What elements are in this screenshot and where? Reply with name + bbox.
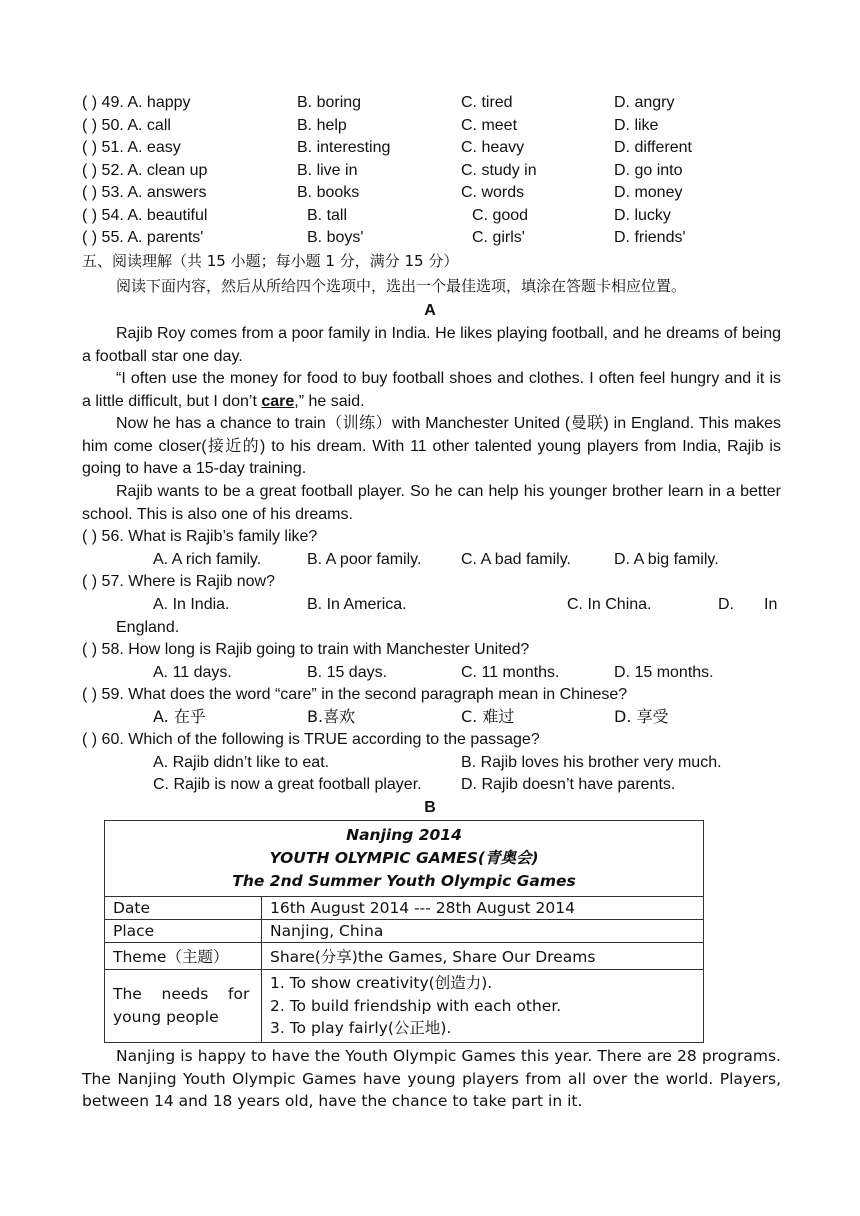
paragraph-text: Now he has a chance to train（训练）with Manchester United (曼联) in England. This makes him come closer(接近的) to his dream. With 11 other talented young players from India, Rajib is going to have a 15-day training. <box>82 415 781 478</box>
keyword-care: care <box>261 392 295 410</box>
choice-d-text-wrap: England. <box>116 619 180 636</box>
option-d: D. go into <box>614 162 683 179</box>
option-c: C. words <box>461 184 525 201</box>
option-row-54: ( ) 54. A. beautiful <box>82 207 208 224</box>
choice-a: A. 在乎 <box>153 707 206 726</box>
date-value: 16th August 2014 --- 28th August 2014 <box>262 897 704 920</box>
option-d: D. like <box>614 117 659 134</box>
needs-label-line-2: young people <box>113 1007 219 1026</box>
section-instruction: 阅读下面内容，然后从所给四个选项中，选出一个最佳选项，填涂在答题卡相应位置。 <box>116 277 687 295</box>
choice-b: B. In America. <box>307 596 407 613</box>
place-label: Place <box>105 920 262 943</box>
option-d: D. friends' <box>614 229 686 246</box>
option-c: C. study in <box>461 162 537 179</box>
table-row-theme <box>105 943 704 970</box>
table-title-line-2: YOUTH OLYMPIC GAMES(青奥会) <box>269 849 539 867</box>
table-row-place <box>105 920 704 943</box>
needs-list <box>262 970 704 1043</box>
paragraph-text: “I often use the money for food to buy football shoes and clothes. I often feel hungry and it is a little difficult, but I don’t <box>82 370 781 410</box>
choice-d: D. <box>718 596 734 613</box>
needs-label <box>105 970 262 1043</box>
option-d: D. money <box>614 184 683 201</box>
choice-b: B. A poor family. <box>307 551 422 568</box>
option-b: B. live in <box>297 162 358 179</box>
option-d: D. angry <box>614 94 675 111</box>
choice-d: D. 15 months. <box>614 664 714 681</box>
question-stem: ( ) 59. What does the word “care” in the second paragraph mean in Chinese? <box>82 686 628 703</box>
needs-label-line-1: The needs for <box>113 985 250 1004</box>
option-c: C. tired <box>461 94 513 111</box>
passage-b-label: B <box>424 799 436 816</box>
question-stem: ( ) 58. How long is Rajib going to train with Manchester United? <box>82 641 530 658</box>
option-b: B. books <box>297 184 360 201</box>
option-c: C. good <box>472 207 529 224</box>
theme-value: Share(分享)the Games, Share Our Dreams <box>262 943 704 970</box>
option-row-55: ( ) 55. A. parents' <box>82 229 204 246</box>
choice-a: A. 11 days. <box>153 664 232 681</box>
passage-a-paragraph-2 <box>82 368 781 413</box>
question-stem: ( ) 60. Which of the following is TRUE according to the passage? <box>82 731 540 748</box>
youth-olympic-table <box>104 820 704 1043</box>
paragraph-text: ,” he said. <box>294 392 365 410</box>
option-c: C. girls' <box>472 229 525 246</box>
choice-a: A. A rich family. <box>153 551 262 568</box>
list-item: 3. To play fairly(公正地). <box>270 1019 452 1037</box>
option-b: B. boys' <box>307 229 364 246</box>
option-b: B. interesting <box>297 139 391 156</box>
list-item: 2. To build friendship with each other. <box>270 996 562 1015</box>
table-title-line-1: Nanjing 2014 <box>346 826 462 844</box>
choice-d-text: In <box>764 596 778 613</box>
option-row-50: ( ) 50. A. call <box>82 117 171 134</box>
choice-d: D. A big family. <box>614 551 719 568</box>
option-row-51: ( ) 51. A. easy <box>82 139 181 156</box>
choice-b: B. 15 days. <box>307 664 388 681</box>
theme-label: Theme（主题） <box>105 943 262 970</box>
option-c: C. heavy <box>461 139 525 156</box>
table-title <box>105 821 704 897</box>
choice-d: D. Rajib doesn’t have parents. <box>461 776 676 793</box>
passage-a-paragraph-1 <box>82 323 781 368</box>
option-d: D. lucky <box>614 207 671 224</box>
date-label: Date <box>105 897 262 920</box>
choice-c: C. A bad family. <box>461 551 571 568</box>
choice-d: D. 享受 <box>614 707 669 726</box>
passage-a-label: A <box>424 302 436 319</box>
section-heading: 五、阅读理解（共 15 小题；每小题 1 分，满分 15 分） <box>82 252 459 270</box>
passage-b-paragraph-1 <box>82 1045 781 1113</box>
passage-a-paragraph-4 <box>82 481 781 526</box>
option-row-52: ( ) 52. A. clean up <box>82 162 208 179</box>
option-d: D. different <box>614 139 692 156</box>
list-item: 1. To show creativity(创造力). <box>270 974 493 992</box>
question-stem: ( ) 57. Where is Rajib now? <box>82 573 275 590</box>
option-b: B. tall <box>307 207 348 224</box>
question-stem: ( ) 56. What is Rajib’s family like? <box>82 528 318 545</box>
option-row-53: ( ) 53. A. answers <box>82 184 207 201</box>
table-row-needs <box>105 970 704 1043</box>
table-title-line-3: The 2nd Summer Youth Olympic Games <box>232 872 576 890</box>
option-row-49: ( ) 49. A. happy <box>82 94 191 111</box>
option-c: C. meet <box>461 117 518 134</box>
paragraph-text: Rajib Roy comes from a poor family in India. He likes playing football, and he dreams of being a football star one day. <box>82 325 781 365</box>
choice-c: C. 难过 <box>461 707 515 726</box>
option-b: B. help <box>297 117 347 134</box>
table-row-date <box>105 897 704 920</box>
choice-b: B.喜欢 <box>307 707 356 726</box>
paragraph-text: Rajib wants to be a great football player. So he can help his younger brother learn in a better school. This is also one of his dreams. <box>82 483 781 523</box>
choice-c: C. Rajib is now a great football player. <box>153 776 422 793</box>
passage-a-paragraph-3 <box>82 413 781 481</box>
option-b: B. boring <box>297 94 362 111</box>
choice-c: C. 11 months. <box>461 664 560 681</box>
choice-c: C. In China. <box>567 596 652 613</box>
choice-a: A. Rajib didn’t like to eat. <box>153 754 330 771</box>
choice-b: B. Rajib loves his brother very much. <box>461 754 722 771</box>
choice-a: A. In India. <box>153 596 230 613</box>
place-value: Nanjing, China <box>262 920 704 943</box>
paragraph-text: Nanjing is happy to have the Youth Olympic Games this year. There are 28 programs. The Nanjing Youth Olympic Games have young players from all over the world. Players, between 14 and 18 years old, have the chance to take part in it. <box>82 1047 781 1111</box>
